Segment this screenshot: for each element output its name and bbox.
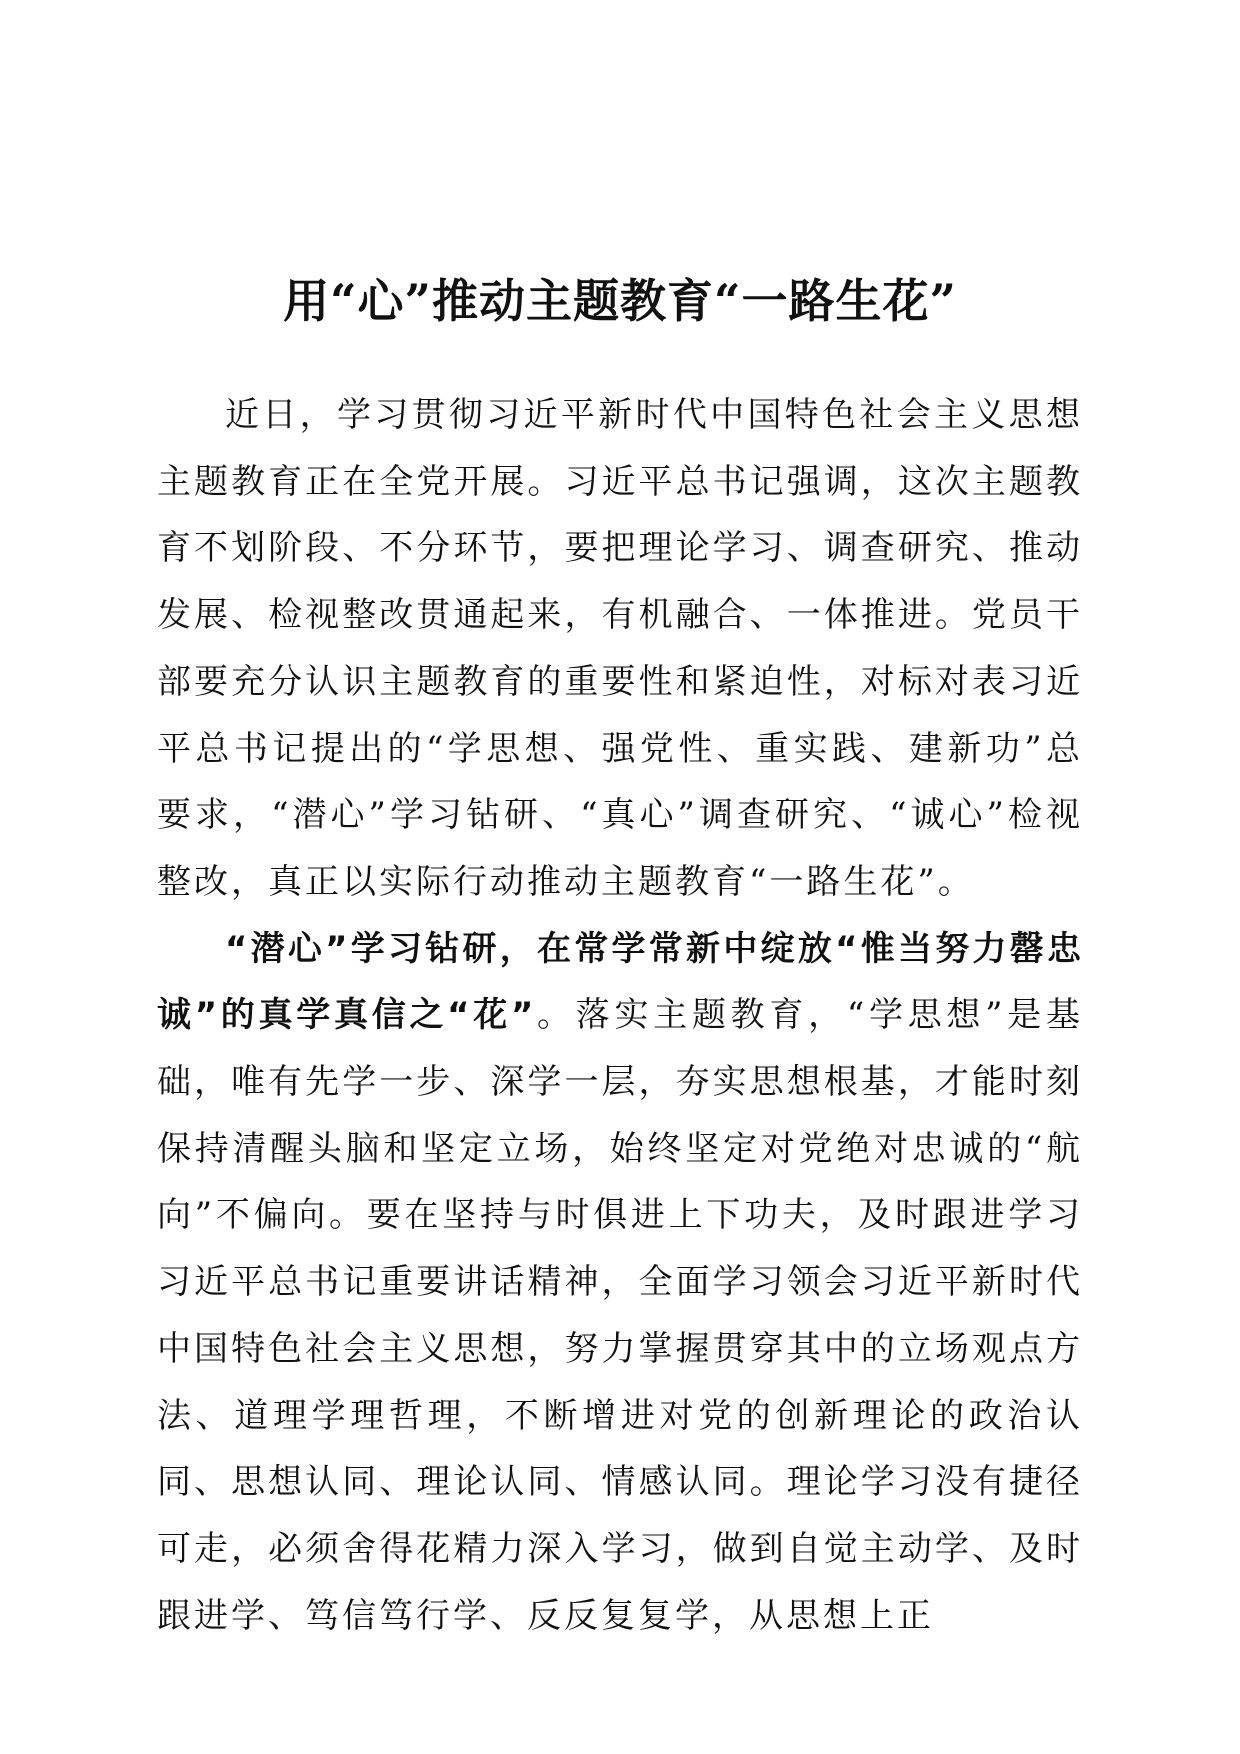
- paragraph-lead: “潜心”学习钻研，在常学常新中绽放“惟当努力罄忠诚”的真学真信之“花”: [157, 928, 1083, 1036]
- paragraph-intro: [157, 382, 1083, 916]
- document-title: 用“心”推动主题教育“一路生花”: [283, 273, 957, 328]
- paragraph-text: 。落实主题教育，“学思想”是基础，唯有先学一步、深学一层，夯实思想根基，才能时刻保持清醒头脑和坚定立场，始终坚定对党绝对忠诚的“航向”不偏向。要在坚持与时俱进上下功夫，及时跟进学习习近平总书记重要讲话精神，全面学习领会习近平新时代中国特色社会主义思想，努力掌握贯穿其中的立场观点方法、道理学理哲理，不断增进对党的创新理论的政治认同、思想认同、理论认同、情感认同。理论学习没有捷径可走，必须舍得花精力深入学习，做到自觉主动学、及时跟进学、笃信笃行学、反反复复学，从思想上正: [157, 995, 1083, 1636]
- paragraph-text: 近日，学习贯彻习近平新时代中国特色社会主义思想主题教育正在全党开展。习近平总书记强调，这次主题教育不划阶段、不分环节，要把理论学习、调查研究、推动发展、检视整改贯通起来，有机融合、一体推进。党员干部要充分认识主题教育的重要性和紧迫性，对标对表习近平总书记提出的“学思想、强党性、重实践、建新功”总要求，“潜心”学习钻研、“真心”调查研究、“诚心”检视整改，真正以实际行动推动主题教育“一路生花”。: [157, 395, 1083, 902]
- paragraph-study: [157, 916, 1083, 1650]
- document-body: [157, 382, 1083, 1649]
